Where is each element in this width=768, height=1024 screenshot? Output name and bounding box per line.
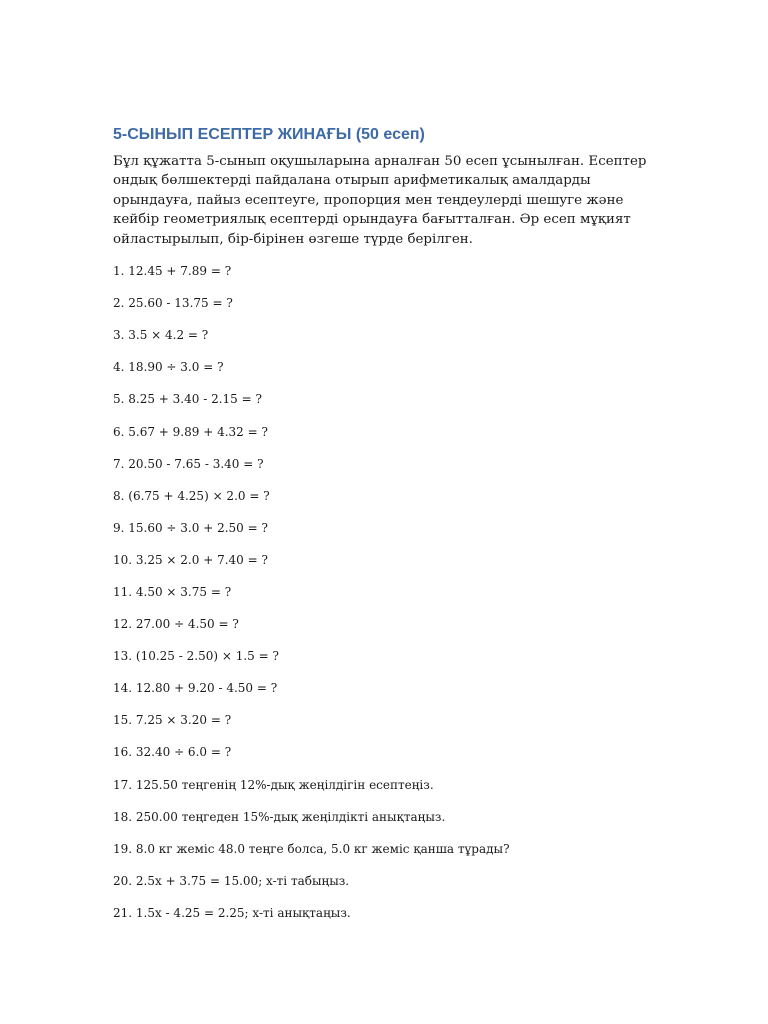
problem-item: 21. 1.5x - 4.25 = 2.25; x-ті анықтаңыз. [113, 905, 351, 920]
problem-item: 16. 32.40 ÷ 6.0 = ? [113, 745, 232, 760]
problem-item: 10. 3.25 × 2.0 + 7.40 = ? [113, 552, 268, 567]
problem-item: 7. 20.50 - 7.65 - 3.40 = ? [113, 456, 264, 471]
problem-item: 12. 27.00 ÷ 4.50 = ? [113, 617, 239, 632]
problem-item: 8. (6.75 + 4.25) × 2.0 = ? [113, 488, 270, 503]
document-title: 5-СЫНЫП ЕСЕПТЕР ЖИНАҒЫ (50 есеп) [113, 126, 425, 143]
problem-item: 19. 8.0 кг жеміс 48.0 теңге болса, 5.0 кг жеміс қанша тұрады? [113, 841, 510, 856]
problem-item: 14. 12.80 + 9.20 - 4.50 = ? [113, 681, 278, 696]
problem-item: 13. (10.25 - 2.50) × 1.5 = ? [113, 649, 279, 664]
problem-item: 6. 5.67 + 9.89 + 4.32 = ? [113, 424, 268, 439]
problem-item: 20. 2.5x + 3.75 = 15.00; x-ті табыңыз. [113, 873, 350, 888]
problem-item: 4. 18.90 ÷ 3.0 = ? [113, 360, 224, 375]
problem-item: 15. 7.25 × 3.20 = ? [113, 713, 232, 728]
problem-item: 5. 8.25 + 3.40 - 2.15 = ? [113, 392, 262, 407]
problem-item: 11. 4.50 × 3.75 = ? [113, 584, 232, 599]
intro-paragraph: Бұл құжатта 5-сынып оқушыларына арналған 50 есеп ұсынылған. Есептер ондық бөлшектерді пайдалана отырып арифметикалық амалдарды орындауға, пайыз есептеуге, пропорция мен теңдеулерді шешуге және кейбір геометриялық есептерді орындауға бағытталған. Әр есеп мұқият ойластырылып, бір-бірінен өзгеше түрде берілген. [113, 154, 647, 247]
problem-item: 18. 250.00 теңгеден 15%-дық жеңілдікті анықтаңыз. [113, 809, 446, 824]
problem-item: 1. 12.45 + 7.89 = ? [113, 264, 232, 279]
problem-item: 9. 15.60 ÷ 3.0 + 2.50 = ? [113, 520, 268, 535]
problem-item: 3. 3.5 × 4.2 = ? [113, 328, 209, 343]
problem-list [113, 263, 658, 937]
problem-item: 17. 125.50 теңгенің 12%-дық жеңілдігін есептеңіз. [113, 777, 434, 792]
document-page [113, 124, 658, 937]
problem-item: 2. 25.60 - 13.75 = ? [113, 296, 233, 311]
